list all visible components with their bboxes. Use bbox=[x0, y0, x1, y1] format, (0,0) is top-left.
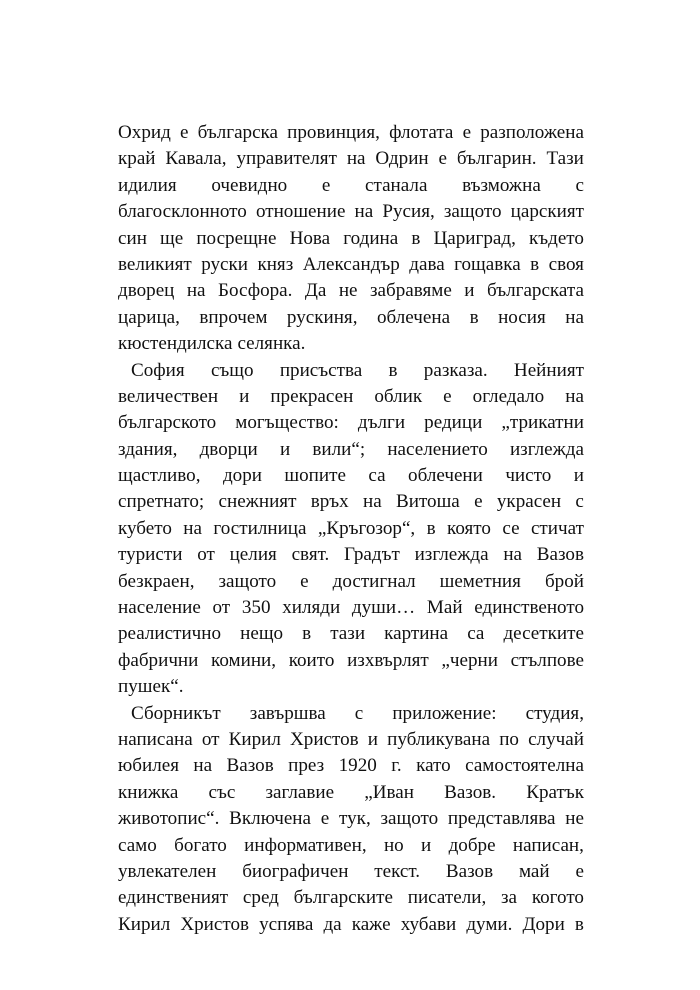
word: Вазов. bbox=[444, 781, 497, 803]
word: написан, bbox=[512, 834, 584, 856]
text-line bbox=[118, 859, 584, 885]
word: на bbox=[193, 755, 213, 777]
word: текст. bbox=[374, 860, 421, 882]
word: Христов bbox=[180, 913, 250, 935]
word: впрочем bbox=[199, 306, 268, 328]
word: дворци bbox=[199, 438, 258, 460]
word: приложение: bbox=[392, 702, 497, 724]
word: Охрид bbox=[118, 122, 171, 143]
word: целия bbox=[229, 544, 277, 566]
word: в bbox=[302, 623, 312, 645]
word: и bbox=[573, 465, 584, 487]
word: управителят bbox=[236, 148, 337, 170]
word: които bbox=[288, 649, 335, 671]
word: изхвърлят bbox=[347, 649, 429, 671]
word: забравяме bbox=[369, 280, 452, 302]
text-line bbox=[118, 252, 584, 278]
text-line bbox=[118, 780, 584, 806]
word: Вазов bbox=[536, 544, 584, 566]
word: защото bbox=[380, 808, 439, 830]
word: самостоятелна bbox=[465, 755, 584, 777]
word: селянка. bbox=[237, 333, 306, 355]
text-line bbox=[118, 384, 584, 410]
text-line bbox=[118, 410, 584, 436]
word: увлекателен bbox=[118, 860, 217, 882]
word: в bbox=[388, 359, 398, 381]
word: в bbox=[530, 253, 540, 275]
word: население bbox=[118, 597, 201, 619]
word: от bbox=[212, 597, 231, 619]
word: картина bbox=[384, 623, 449, 645]
text-line bbox=[118, 120, 584, 146]
paragraph bbox=[118, 701, 584, 939]
word: 1920 bbox=[338, 755, 377, 777]
word: която bbox=[447, 517, 491, 539]
word: е bbox=[438, 148, 447, 170]
word: изглежда bbox=[414, 544, 489, 566]
word: Кирил bbox=[228, 728, 281, 750]
word: представлява bbox=[447, 808, 556, 830]
word: Тази bbox=[546, 148, 584, 170]
word: със bbox=[208, 781, 236, 803]
word: Дори bbox=[522, 913, 565, 935]
word: „Иван bbox=[364, 781, 414, 803]
word: Кирил bbox=[118, 913, 171, 935]
word: сред bbox=[242, 887, 279, 909]
word: е bbox=[462, 122, 472, 143]
text-line bbox=[118, 727, 584, 753]
word: се bbox=[502, 517, 520, 539]
word: Христов bbox=[289, 728, 359, 750]
text-line bbox=[118, 674, 584, 700]
text-line bbox=[118, 753, 584, 779]
word: и bbox=[421, 834, 432, 856]
word: година bbox=[343, 227, 399, 249]
word: 350 bbox=[241, 597, 271, 619]
word: Да bbox=[304, 280, 327, 302]
word: Градът bbox=[344, 544, 400, 566]
text-line bbox=[118, 542, 584, 568]
word: стичат bbox=[530, 517, 584, 539]
text-line bbox=[118, 516, 584, 542]
word: „черни bbox=[441, 649, 498, 671]
word: пушек“. bbox=[118, 676, 184, 698]
word: син bbox=[118, 227, 147, 249]
word: на bbox=[186, 280, 206, 302]
word: облечени bbox=[408, 465, 483, 487]
word: огледало bbox=[472, 385, 545, 407]
word: идилия bbox=[118, 174, 177, 196]
word: вили“; bbox=[312, 438, 366, 460]
text-line bbox=[118, 146, 584, 172]
paragraph bbox=[118, 358, 584, 701]
word: българските bbox=[293, 887, 393, 909]
word: информативен, bbox=[244, 834, 367, 856]
word: добре bbox=[448, 834, 496, 856]
word: княз bbox=[257, 253, 294, 275]
text-line bbox=[118, 437, 584, 463]
word: завършва bbox=[249, 702, 326, 724]
word: в bbox=[426, 517, 436, 539]
word: дворец bbox=[118, 280, 175, 302]
word: случай bbox=[528, 728, 584, 750]
word: е bbox=[474, 491, 483, 513]
word: отношение bbox=[255, 201, 346, 223]
word: брой bbox=[544, 570, 584, 592]
word: шопите bbox=[284, 465, 346, 487]
word: кубето bbox=[118, 517, 172, 539]
document-page bbox=[118, 120, 584, 938]
word: в bbox=[469, 306, 479, 328]
word: гостилница bbox=[213, 517, 307, 539]
word: десетките bbox=[503, 623, 584, 645]
word: Сборникът bbox=[131, 702, 221, 724]
word: царица, bbox=[118, 306, 180, 328]
word: но bbox=[383, 834, 404, 856]
text-line bbox=[118, 226, 584, 252]
word: на bbox=[363, 491, 382, 513]
word: кюстендилска bbox=[118, 333, 233, 355]
word: където bbox=[528, 227, 584, 249]
word: е bbox=[179, 122, 189, 143]
word: е bbox=[575, 860, 584, 882]
word: да bbox=[323, 913, 342, 935]
word: по bbox=[499, 728, 519, 750]
word: с bbox=[354, 702, 364, 724]
word: българското bbox=[118, 412, 217, 434]
text-line bbox=[118, 621, 584, 647]
word: души… bbox=[351, 597, 416, 619]
word: хиляди bbox=[282, 597, 341, 619]
word: българин. bbox=[456, 148, 537, 170]
word: присъства bbox=[279, 359, 363, 381]
word: българската bbox=[486, 280, 584, 302]
word: за bbox=[501, 887, 518, 909]
text-line bbox=[118, 833, 584, 859]
word: богато bbox=[174, 834, 227, 856]
word: са bbox=[467, 623, 485, 645]
word: населението bbox=[387, 438, 488, 460]
word: Нова bbox=[289, 227, 331, 249]
word: и bbox=[367, 728, 378, 750]
word: също bbox=[210, 359, 254, 381]
word: Одрин bbox=[375, 148, 429, 170]
word: на bbox=[503, 544, 523, 566]
word: Май bbox=[426, 597, 463, 619]
word: в bbox=[574, 913, 584, 935]
word: са bbox=[368, 465, 386, 487]
word: ще bbox=[160, 227, 184, 249]
word: хубави bbox=[400, 913, 457, 935]
word: защото bbox=[218, 570, 277, 592]
word: разположена bbox=[480, 122, 584, 143]
word: връх bbox=[310, 491, 349, 513]
word: фабрични bbox=[118, 649, 199, 671]
text-line bbox=[118, 489, 584, 515]
word: успява bbox=[259, 913, 314, 935]
word: София bbox=[131, 359, 185, 381]
body-text bbox=[118, 120, 584, 938]
word: украсен bbox=[496, 491, 562, 513]
word: Включена bbox=[229, 808, 312, 830]
word: шеметния bbox=[439, 570, 521, 592]
word: царският bbox=[510, 201, 584, 223]
word: единственото bbox=[474, 597, 584, 619]
word: и bbox=[464, 280, 475, 302]
word: благосклонното bbox=[118, 201, 247, 223]
word: май bbox=[518, 860, 550, 882]
word: възможна bbox=[462, 174, 541, 196]
word: Нейният bbox=[513, 359, 584, 381]
word: каже bbox=[351, 913, 391, 935]
word: реалистично bbox=[118, 623, 222, 645]
word: книжка bbox=[118, 781, 179, 803]
text-line bbox=[118, 806, 584, 832]
word: достигнал bbox=[332, 570, 416, 592]
text-line bbox=[118, 278, 584, 304]
word: „Кръгозор“, bbox=[317, 517, 416, 539]
word: в bbox=[411, 227, 421, 249]
word: на bbox=[346, 148, 366, 170]
word: снежният bbox=[218, 491, 297, 513]
word: спретнато; bbox=[118, 491, 205, 513]
word: и bbox=[239, 385, 250, 407]
word: тук, bbox=[339, 808, 371, 830]
text-line bbox=[118, 358, 584, 384]
word: величествен bbox=[118, 385, 219, 407]
word: великият bbox=[118, 253, 192, 275]
word: Босфора. bbox=[218, 280, 293, 302]
word: могъщество: bbox=[235, 412, 339, 434]
word: не bbox=[338, 280, 358, 302]
word: Цариград, bbox=[433, 227, 516, 249]
text-line bbox=[118, 331, 584, 357]
word: с bbox=[575, 174, 584, 196]
text-line bbox=[118, 199, 584, 225]
word: гощавка bbox=[454, 253, 521, 275]
word: тази bbox=[330, 623, 366, 645]
word: и bbox=[279, 438, 291, 460]
word: заглавие bbox=[265, 781, 335, 803]
word: с bbox=[575, 491, 584, 513]
word: Витоша bbox=[396, 491, 460, 513]
word: флотата bbox=[389, 122, 454, 143]
word: разказа. bbox=[423, 359, 488, 381]
word: Вазов bbox=[226, 755, 274, 777]
word: Кратък bbox=[526, 781, 584, 803]
word: Кавала, bbox=[165, 148, 227, 170]
word: когото bbox=[531, 887, 584, 909]
word: г. bbox=[391, 755, 402, 777]
text-line bbox=[118, 569, 584, 595]
word: на bbox=[565, 306, 584, 328]
word: нещо bbox=[240, 623, 284, 645]
word: е bbox=[443, 385, 452, 407]
word: написана bbox=[118, 728, 193, 750]
word: Александър bbox=[302, 253, 400, 275]
word: свят. bbox=[291, 544, 330, 566]
text-line bbox=[118, 885, 584, 911]
word: „трикатни bbox=[501, 412, 584, 434]
word: облик bbox=[374, 385, 423, 407]
word: безкраен, bbox=[118, 570, 195, 592]
word: дълги bbox=[357, 412, 406, 434]
word: защото bbox=[443, 201, 502, 223]
word: е bbox=[300, 570, 309, 592]
word: посрещне bbox=[196, 227, 277, 249]
text-line bbox=[118, 305, 584, 331]
word: българска bbox=[197, 122, 279, 143]
word: думи. bbox=[466, 913, 513, 935]
word: юбилея bbox=[118, 755, 179, 777]
word: чисто bbox=[505, 465, 552, 487]
word: през bbox=[288, 755, 325, 777]
text-line bbox=[118, 595, 584, 621]
word: Вазов bbox=[445, 860, 494, 882]
word: дори bbox=[222, 465, 262, 487]
word: очевидно bbox=[211, 174, 288, 196]
word: на bbox=[565, 385, 584, 407]
word: от bbox=[201, 728, 220, 750]
word: на bbox=[354, 201, 374, 223]
word: само bbox=[118, 834, 157, 856]
word: изглежда bbox=[509, 438, 584, 460]
word: стълпове bbox=[510, 649, 584, 671]
word: туристи bbox=[118, 544, 183, 566]
word: животопис“. bbox=[118, 808, 220, 830]
word: носия bbox=[498, 306, 546, 328]
word: дава bbox=[409, 253, 445, 275]
word: студия, bbox=[525, 702, 584, 724]
word: единственият bbox=[118, 887, 229, 909]
word: биографичен bbox=[242, 860, 349, 882]
word: редици bbox=[424, 412, 483, 434]
word: писатели, bbox=[407, 887, 487, 909]
text-line bbox=[118, 173, 584, 199]
word: Русия, bbox=[382, 201, 435, 223]
word: не bbox=[565, 808, 584, 830]
word: на bbox=[183, 517, 202, 539]
word: рускиня, bbox=[286, 306, 358, 328]
paragraph bbox=[118, 120, 584, 358]
word: комини, bbox=[211, 649, 277, 671]
word: публикувана bbox=[387, 728, 491, 750]
word: станала bbox=[365, 174, 428, 196]
text-line bbox=[118, 463, 584, 489]
word: край bbox=[118, 148, 156, 170]
word: облечена bbox=[376, 306, 451, 328]
text-line bbox=[118, 648, 584, 674]
word: щастливо, bbox=[118, 465, 201, 487]
word: провинция, bbox=[287, 122, 380, 143]
word: своя bbox=[548, 253, 584, 275]
word: руски bbox=[201, 253, 248, 275]
word: е bbox=[321, 174, 331, 196]
word: от bbox=[197, 544, 215, 566]
word: е bbox=[320, 808, 330, 830]
word: здания, bbox=[118, 438, 178, 460]
word: като bbox=[416, 755, 451, 777]
word: прекрасен bbox=[270, 385, 354, 407]
text-line bbox=[118, 912, 584, 938]
text-line bbox=[118, 701, 584, 727]
